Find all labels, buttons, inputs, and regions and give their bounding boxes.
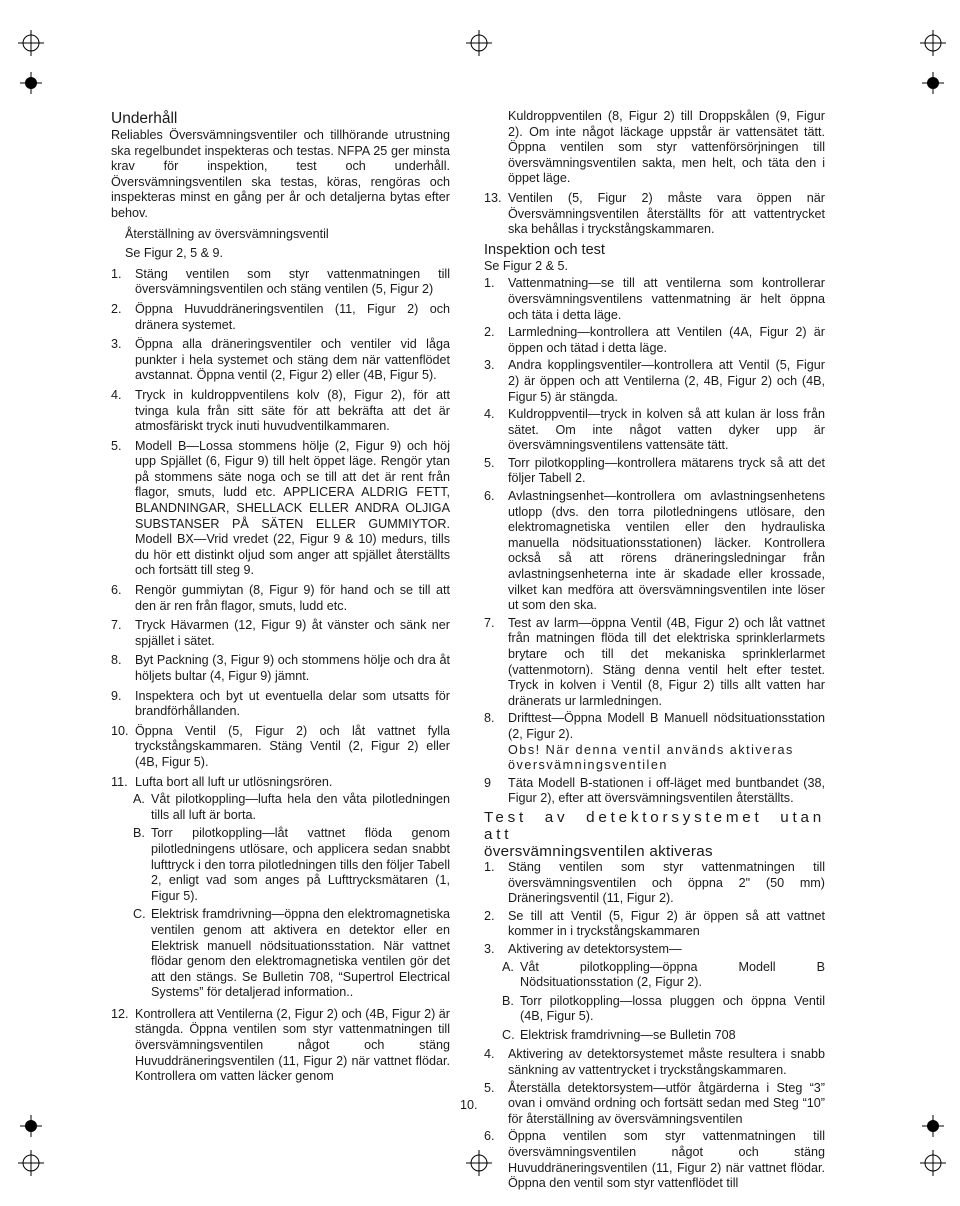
test-substep: C. Elektrisk framdrivning—se Bulletin 708 bbox=[502, 1027, 736, 1042]
test-item: 6. Öppna ventilen som styr vattenmatningen till översvämningsventilen något och stäng Huvuddräneringsventilen (11, Figur 2) när vattnet flödar. Öppna den ventil som styr vattenflödet till bbox=[484, 1129, 825, 1191]
inspection-item: 5. Torr pilotkoppling—kontrollera mätarens tryck så att det följer Tabell 2. bbox=[484, 455, 825, 486]
test-substep: B. Torr pilotkoppling—lossa pluggen och öppna Ventil (4B, Figur 5). bbox=[502, 993, 825, 1024]
reset-step: 7. Tryck Hävarmen (12, Figur 9) åt vänster och sänk ner spjället i sätet. bbox=[111, 618, 450, 648]
test-item: 3. Aktivering av detektorsystem— bbox=[484, 941, 682, 956]
reset-substep: A. Våt pilotkoppling—lufta hela den våta pilotledningen tills all luft är borta. bbox=[133, 792, 450, 822]
registration-mark-top-left bbox=[18, 30, 44, 56]
reset-step: 12. Kontrollera att Ventilerna (2, Figur 2) och (4B, Figur 2) är stängda. Öppna ventilen som styr vattenmatningen till översvämningsventilen något och stäng Huvuddräneringsventilen (11, Figur 2) när vattnet flödar. Kontrollera om vatten läcker genom bbox=[111, 1006, 450, 1084]
reset-see-figures: Se Figur 2, 5 & 9. bbox=[125, 246, 224, 261]
test-heading-line2: översvämningsventilen aktiveras bbox=[484, 842, 713, 860]
reset-step: 3. Öppna alla dräneringsventiler och ventiler vid låga punkter i hela systemet och stäng dem när vattenflödet avstannat. Öppna ventil (2, Figur 2) eller (4B, Figur 5). bbox=[111, 337, 450, 383]
reset-step: 9. Inspektera och byt ut eventuella delar som utsatts för brandförhållanden. bbox=[111, 688, 450, 719]
test-item: 2. Se till att Ventil (5, Figur 2) är öppen så att vattnet kommer in i tryckstångskammaren bbox=[484, 908, 825, 939]
reset-subheading: Återställning av översvämningsventil bbox=[125, 226, 329, 241]
inspection-item: 6. Avlastningsenhet—kontrollera om avlastningsenhetens utlopp (dvs. den torra pilotledningens utlösare, den elektromagnetiska ventilen eller den hydrauliska manuella nödsituationsstationen) läcker. Kontrollera också så att rörens dräneringsledningar från avlastningsenheterna inte är skadade eller krossade, vilket kan medföra att översvämningsventilen inte löser ut som den ska. bbox=[484, 489, 825, 613]
reset-step: 4. Tryck in kuldroppventilens kolv (8), Figur 2), för att tvinga kula från sitt säte för att bekräfta att det är atmosfäriskt tryck inuti huvudventilkammaren. bbox=[111, 387, 450, 434]
crop-dot-top-left bbox=[20, 72, 42, 94]
reset-step: 11. Lufta bort all luft ur utlösningsrören. bbox=[111, 774, 333, 789]
inspection-item: 4. Kuldroppventil—tryck in kolven så att kulan är loss från sätet. Om inte något vatten dyker upp är översvämningsventilens vattensäte tätt. bbox=[484, 407, 825, 453]
registration-mark-bottom-right bbox=[920, 1150, 946, 1176]
crop-dot-bottom-right bbox=[922, 1115, 944, 1137]
test-substep: A. Våt pilotkoppling—öppna Modell B Nödsituationsstation (2, Figur 2). bbox=[502, 959, 825, 990]
reset-step: 6. Rengör gummiytan (8, Figur 9) för hand och se till att den är ren från flagor, smuts, ludd etc. bbox=[111, 583, 450, 613]
registration-mark-bottom-left bbox=[18, 1150, 44, 1176]
inspection-item: 7. Test av larm—öppna Ventil (4B, Figur 2) och låt vattnet från matningen flöda till det elektriska sprinklerlarmets brytare och till det mekaniska sprinklerlarmet (vattenmotorn). Stäng denna ventil helt efter testet. Tryck in kolven i Ventil (8, Figur 2) tills allt vatten har dränerats ur larmledningen. bbox=[484, 615, 825, 708]
inspection-item: 9 Täta Modell B-stationen i off-läget med buntbandet (38, Figur 2), efter att översvämningsventilen återställts. bbox=[484, 775, 825, 806]
reset-step-continued: Kuldroppventilen (8, Figur 2) till Droppskålen (9, Figur 2). Om inte något läckage uppstår är vattensätet tätt. Öppna ventilen som styr vattenförsörjningen till översvämningsventilen sakta, men helt, och täta den i öppet läge. bbox=[508, 109, 825, 186]
inspection-item: 2. Larmledning—kontrollera att Ventilen (4A, Figur 2) är öppen och tätad i detta läge. bbox=[484, 325, 825, 355]
reset-step: 13. Ventilen (5, Figur 2) måste vara öppen när Översvämningsventilen återställts för att vattentrycket ska behållas i tryckstångskammaren. bbox=[484, 190, 825, 237]
test-item: 1. Stäng ventilen som styr vattenmatningen till översvämningsventilen och öppna 2" (50 mm) Dräneringsventil (11, Figur 2). bbox=[484, 859, 825, 906]
inspection-item: 3. Andra kopplingsventiler—kontrollera att Ventil (5, Figur 2) är öppen och att Ventilerna (2, 4B, Figur 2) och (4B, Figur 5) är stängda. bbox=[484, 358, 825, 404]
registration-mark-top-center bbox=[466, 30, 492, 56]
reset-step: 1. Stäng ventilen som styr vattenmatningen till översvämningsventilen och stäng ventilen (5, Figur 2) bbox=[111, 266, 450, 297]
test-item: 4. Aktivering av detektorsystemet måste resultera i snabb sänkning av vattentrycket i tryckstångskammaren. bbox=[484, 1047, 825, 1078]
page-number: 10. bbox=[460, 1098, 478, 1112]
reset-step: 8. Byt Packning (3, Figur 9) och stommens hölje och dra åt höljets bultar (4, Figur 9) jämnt. bbox=[111, 653, 450, 683]
inspection-note: Obs! När denna ventil används aktiveras översvämningsventilen bbox=[508, 742, 794, 773]
inspection-item: 8. Drifttest—Öppna Modell B Manuell nödsituationsstation (2, Figur 2). bbox=[484, 711, 825, 741]
maintenance-heading: Underhåll bbox=[111, 110, 178, 127]
left-column bbox=[111, 110, 450, 1089]
test-item: 5. Återställa detektorsystem—utför åtgärderna i Steg “3” ovan i omvänd ordning och fortsätt sedan med Steg “10” för återställning av översvämningsventilen bbox=[484, 1080, 825, 1126]
reset-substep: C. Elektrisk framdrivning—öppna den elektromagnetiska ventilen genom att aktivera en detektor eller en Elektrisk manuell nödsituationsstation. När vattnet flödar genom den elektromagnetiska ventilen gör det att den stängs. Se Bulletin 708, “Supertrol Electrical Systems” för detaljerad information.. bbox=[133, 907, 450, 1000]
reset-substep: B. Torr pilotkoppling—låt vattnet flöda genom pilotledningens utlösare, och applicera sedan snabbt lufttryck i den torra pilotledningen tills den följer Tabell 2, enligt vad som anges på Lufttrycksmätaren (1, Figur 5). bbox=[133, 826, 450, 903]
right-column bbox=[484, 109, 825, 1192]
maintenance-intro: Reliables Översvämningsventiler och tillhörande utrustning ska regelbundet inspekteras och testas. NFPA 25 ger minsta krav för inspektion, test och underhåll. Översvämningsventilen ska testas, köras, rengöras och inspekteras minst en gång per år och detaljerna bytas efter behov. bbox=[111, 128, 450, 220]
crop-dot-top-right bbox=[922, 72, 944, 94]
inspection-heading: Inspektion och test bbox=[484, 241, 605, 258]
reset-step: 2. Öppna Huvuddräneringsventilen (11, Figur 2) och dränera systemet. bbox=[111, 301, 450, 332]
inspection-see-figures: Se Figur 2 & 5. bbox=[484, 258, 568, 273]
inspection-item: 1. Vattenmatning—se till att ventilerna som kontrollerar översvämningsventilens vattenmatning är helt öppna och täta i detta läge. bbox=[484, 276, 825, 322]
crop-dot-bottom-left bbox=[20, 1115, 42, 1137]
test-heading-line1: Test av detektorsystemet utan att bbox=[484, 808, 825, 843]
registration-mark-top-right bbox=[920, 30, 946, 56]
reset-step: 5. Modell B—Lossa stommens hölje (2, Figur 9) och höj upp Spjället (6, Figur 9) till helt öppet läge. Rengör ytan på stommens säte noga och se till att det är rent från flagor, smuts, ludd etc. APPLICERA ALDRIG FETT, BLANDNINGAR, SHELLACK ELLER ANDRA OLJIGA SUBSTANSER PÅ SÄTEN ELLER GUMMIYTOR. Modell BX—Vrid vredet (22, Figur 9 & 10) medurs, tills du hör ett distinkt oljud som anger att spjället återställts och fortsätt till steg 9. bbox=[111, 438, 450, 578]
reset-step: 10. Öppna Ventil (5, Figur 2) och låt vattnet fylla tryckstångskammaren. Stäng Ventil (2, Figur 2) eller (4B, Figur 5). bbox=[111, 723, 450, 769]
